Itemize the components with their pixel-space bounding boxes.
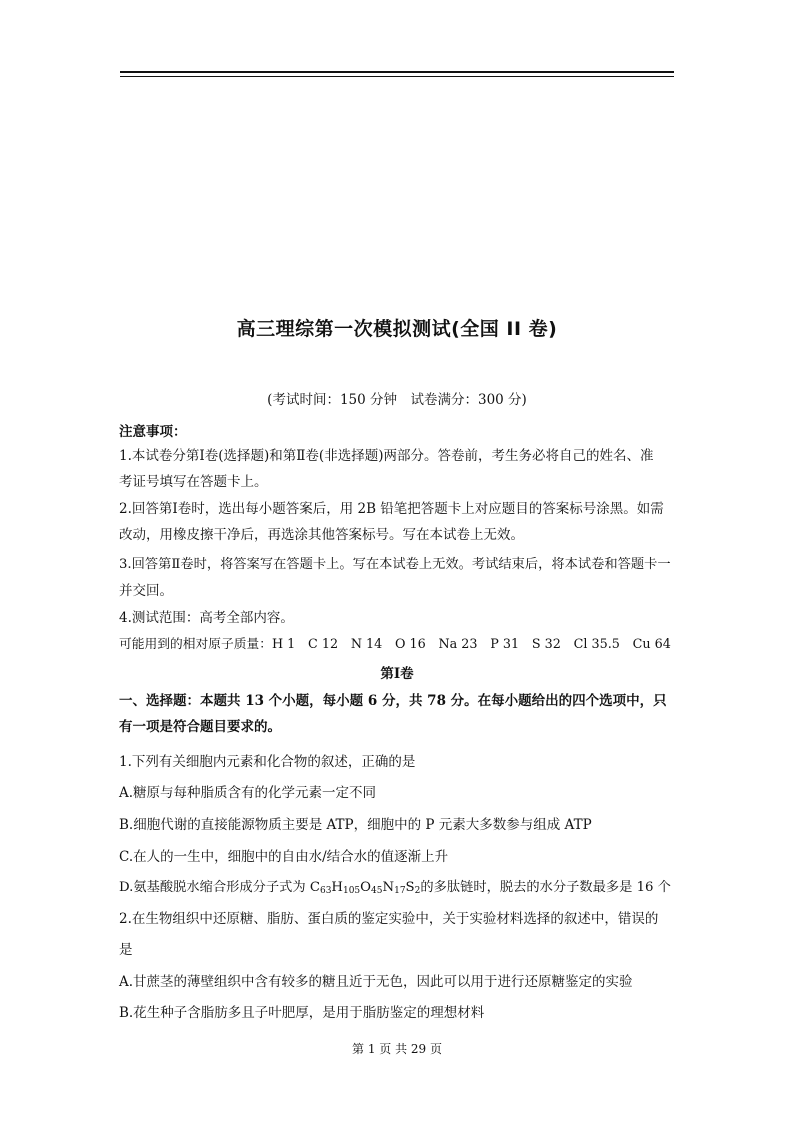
formula-h-label: H [331, 880, 343, 895]
header-rule-thin [120, 76, 674, 77]
question-2-option-b: B.花生种子含脂肪多且子叶肥厚，是用于脂肪鉴定的理想材料 [119, 1005, 485, 1021]
notice-item-1-line-1: 1.本试卷分第Ⅰ卷(选择题)和第Ⅱ卷(非选择题)两部分。答卷前，考生务必将自己的姓名、准 [119, 448, 654, 464]
header-rule-thick [120, 71, 674, 73]
notice-heading: 注意事项： [119, 424, 187, 440]
notice-item-2-line-1: 2.回答第Ⅰ卷时，选出每小题答案后，用 2B 铅笔把答题卡上对应题目的答案标号涂黑。如需 [119, 501, 664, 517]
question-1-stem: 1.下列有关细胞内元素和化合物的叙述，正确的是 [119, 754, 416, 770]
section-1-instruction-line-1: 一、选择题：本题共 13 个小题，每小题 6 分，共 78 分。在每小题给出的四个选项中，只 [119, 693, 667, 709]
section-1-title: 第Ⅰ卷 [380, 666, 414, 682]
notice-item-1-line-2: 考证号填写在答题卡上。 [119, 474, 268, 490]
notice-item-4: 4.测试范围：高考全部内容。 [119, 610, 294, 626]
formula-s-count: 2 [414, 886, 421, 896]
question-1-option-c: C.在人的一生中，细胞中的自由水/结合水的值逐渐上升 [119, 849, 449, 865]
question-2-stem-line-1: 2.在生物组织中还原糖、脂肪、蛋白质的鉴定实验中，关于实验材料选择的叙述中，错误的 [119, 911, 659, 927]
notice-item-3-line-1: 3.回答第Ⅱ卷时，将答案写在答题卡上。写在本试卷上无效。考试结束后，将本试卷和答题卡一 [119, 557, 671, 572]
question-2-stem-line-2: 是 [119, 942, 133, 958]
question-1-option-d [119, 876, 675, 895]
question-1-option-b: B.细胞代谢的直接能源物质主要是 ATP，细胞中的 P 元素大多数参与组成 ATP [119, 817, 592, 833]
formula-n-count: 17 [394, 886, 406, 896]
page-footer: 第 1 页 共 29 页 [352, 1042, 442, 1056]
question-2-option-a: A.甘蔗茎的薄壁组织中含有较多的糖且近于无色，因此可以用于进行还原糖鉴定的实验 [119, 974, 633, 990]
exam-subtitle: (考试时间：150 分钟 试卷满分：300 分) [267, 392, 527, 408]
formula-n-label: N [382, 880, 395, 895]
section-1-instruction-line-2: 有一项是符合题目要求的。 [119, 719, 281, 735]
formula-h-count: 105 [342, 886, 361, 896]
notice-item-2-line-2: 改动，用橡皮擦干净后，再选涂其他答案标号。写在本试卷上无效。 [119, 527, 524, 543]
atomic-masses: 可能用到的相对原子质量：H 1 C 12 N 14 O 16 Na 23 P 31 S 32 Cl 35.5 Cu 64 [119, 637, 671, 652]
option-d-prefix: D.氨基酸脱水缩合形成分子式为 C [119, 880, 320, 895]
notice-item-3-line-2: 并交回。 [119, 583, 173, 599]
formula-o-count: 45 [371, 886, 383, 896]
option-d-suffix: 的多肽链时，脱去的水分子数最多是 16 个 [420, 880, 671, 895]
formula-c-count: 63 [319, 886, 332, 896]
exam-title: 高三理综第一次模拟测试(全国 II 卷) [236, 318, 558, 340]
question-1-option-a: A.糖原与每种脂质含有的化学元素一定不同 [119, 785, 377, 801]
formula-o-label: O [360, 880, 372, 895]
formula-s-label: S [405, 880, 415, 895]
